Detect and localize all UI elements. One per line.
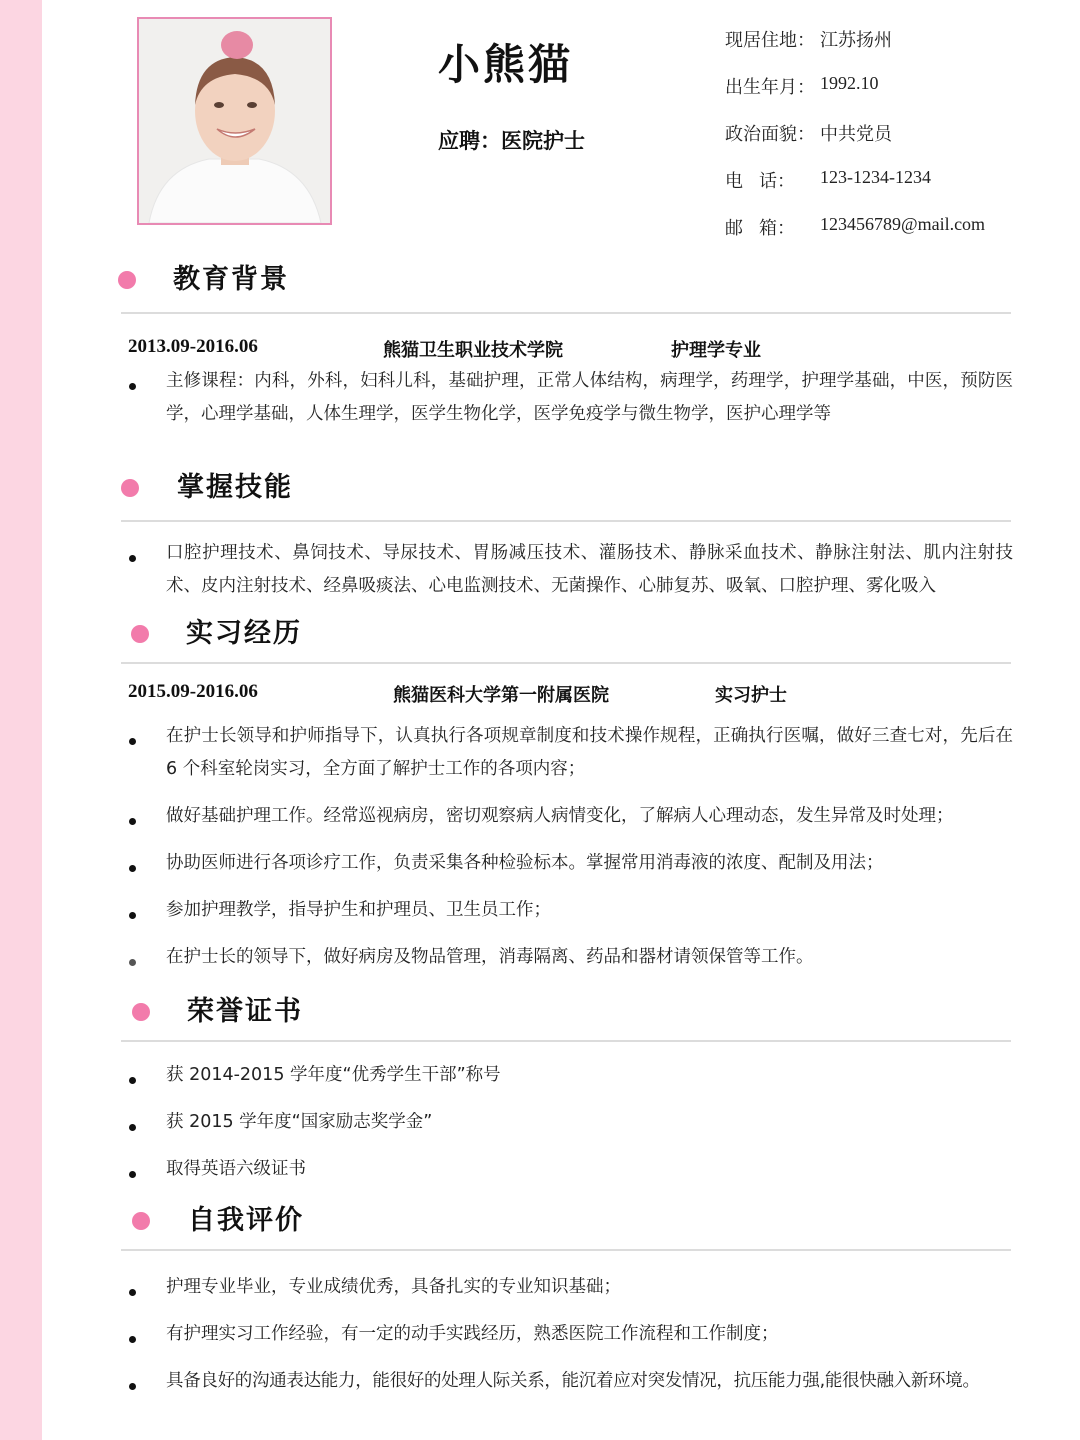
section-divider: [121, 662, 1011, 664]
email-value: 123456789@mail.com: [820, 214, 986, 234]
bullet-icon: [129, 1336, 136, 1343]
side-decor-strip: [0, 0, 42, 1440]
applied-position: 应聘：医院护士: [438, 129, 585, 153]
bullet-icon: [129, 1124, 136, 1131]
education-date-text: 2013.09-2016.06: [128, 336, 258, 357]
section-divider: [121, 520, 1011, 522]
bullet-icon: [129, 865, 136, 872]
info-phone: [725, 167, 931, 193]
birth-value: 1992.10: [820, 73, 879, 93]
bullet-icon: [129, 1383, 136, 1390]
list-item: [129, 1153, 1013, 1186]
bullet-icon: [129, 1077, 136, 1084]
internship-item-3: 协助医师进行各项诊疗工作，负责采集各种检验标本。掌握常用消毒液的浓度、配制及用法；: [166, 853, 884, 873]
bullet-icon: [129, 1171, 136, 1178]
list-item: [129, 365, 1013, 431]
internship-title: 实习经历: [186, 618, 302, 649]
phone-label-a: 电: [725, 171, 743, 192]
political-value: 中共党员: [820, 124, 892, 145]
section-dot: [121, 479, 139, 497]
residence-label: 现居住地：: [725, 30, 815, 51]
section-divider: [121, 1040, 1011, 1042]
section-dot: [131, 625, 149, 643]
education-courses: 主修课程：内科，外科，妇科儿科，基础护理，正常人体结构，病理学，药理学，护理学基础，中医，预防医学，心理学基础，人体生理学，医学生物化学，医学免疫学与微生物学，医护心理学等: [166, 371, 1013, 424]
section-dot: [118, 271, 136, 289]
internship-item-1: 在护士长领导和护师指导下，认真执行各项规章制度和技术操作规程，正确执行医嘱，做好三查七对，先后在 6 个科室轮岗实习，全方面了解护士工作的各项内容；: [166, 726, 1013, 779]
section-divider: [121, 1249, 1011, 1251]
internship-item-2: 做好基础护理工作。经常巡视病房，密切观察病人病情变化，了解病人心理动态，发生异常及时处理；: [166, 806, 954, 826]
skills-text: 口腔护理技术、鼻饲技术、导尿技术、胃肠减压技术、灌肠技术、静脉采血技术、静脉注射法、肌内注射技术、皮内注射技术、经鼻吸痰法、心电监测技术、无菌操作、心肺复苏、吸氧、口腔护理、雾化吸入: [166, 543, 1013, 596]
bullet-icon: [129, 818, 136, 825]
phone-label: [725, 167, 795, 193]
list-item: [129, 537, 1013, 603]
section-dot: [132, 1212, 150, 1230]
list-item: [129, 894, 1013, 927]
honors-title: 荣誉证书: [187, 996, 303, 1027]
self-eval-item-2: 有护理实习工作经验，有一定的动手实践经历，熟悉医院工作流程和工作制度；: [166, 1324, 779, 1344]
self-eval-title: 自我评价: [188, 1205, 304, 1236]
email-label-b: 箱：: [759, 218, 795, 239]
bullet-icon: [129, 383, 136, 390]
phone-value: 123-1234-1234: [820, 167, 931, 187]
education-date: [128, 336, 258, 358]
info-residence: [725, 26, 892, 52]
list-item: [129, 800, 1013, 833]
list-item: [129, 847, 1013, 880]
education-title: 教育背景: [173, 264, 289, 295]
list-item: [129, 1318, 1013, 1351]
internship-date-text: 2015.09-2016.06: [128, 681, 258, 702]
education-major: 护理学专业: [671, 340, 761, 361]
info-political: [725, 120, 892, 146]
residence-value: 江苏扬州: [820, 30, 892, 51]
bullet-icon: [129, 959, 136, 966]
list-item: [129, 720, 1013, 786]
internship-hospital: 熊猫医科大学第一附属医院: [393, 685, 609, 706]
honor-item-3: 取得英语六级证书: [166, 1159, 306, 1179]
bullet-icon: [129, 912, 136, 919]
bullet-icon: [129, 1289, 136, 1296]
self-eval-item-1: 护理专业毕业，专业成绩优秀，具备扎实的专业知识基础；: [166, 1277, 621, 1297]
political-label: 政治面貌：: [725, 124, 815, 145]
info-birth: [725, 73, 879, 99]
section-divider: [121, 312, 1011, 314]
email-label: [725, 214, 795, 240]
internship-item-5: 在护士长的领导下，做好病房及物品管理，消毒隔离、药品和器材请领保管等工作。: [166, 947, 814, 967]
list-item: [129, 1059, 1013, 1092]
bullet-icon: [129, 738, 136, 745]
birth-label: 出生年月：: [725, 77, 815, 98]
self-eval-item-3: 具备良好的沟通表达能力，能很好的处理人际关系，能沉着应对突发情况，抗压能力强,能很快融入新环境。: [166, 1371, 980, 1391]
skills-title: 掌握技能: [177, 472, 293, 503]
list-item: [129, 1271, 1013, 1304]
email-label-a: 邮: [725, 218, 743, 239]
profile-photo: [137, 17, 332, 225]
list-item: [129, 1365, 1013, 1398]
info-email: [725, 214, 985, 240]
bullet-icon: [129, 555, 136, 562]
section-dot: [132, 1003, 150, 1021]
list-item: [129, 941, 1013, 974]
phone-label-b: 话：: [759, 171, 795, 192]
honor-item-1: 获 2014-2015 学年度“优秀学生干部”称号: [166, 1065, 501, 1085]
internship-role: 实习护士: [715, 685, 787, 706]
education-school: 熊猫卫生职业技术学院: [383, 340, 563, 361]
honor-item-2: 获 2015 学年度“国家励志奖学金”: [166, 1112, 433, 1132]
internship-item-4: 参加护理教学，指导护生和护理员、卫生员工作；: [166, 900, 551, 920]
internship-date: [128, 681, 258, 703]
list-item: [129, 1106, 1013, 1139]
candidate-name: 小熊猫: [438, 40, 574, 89]
